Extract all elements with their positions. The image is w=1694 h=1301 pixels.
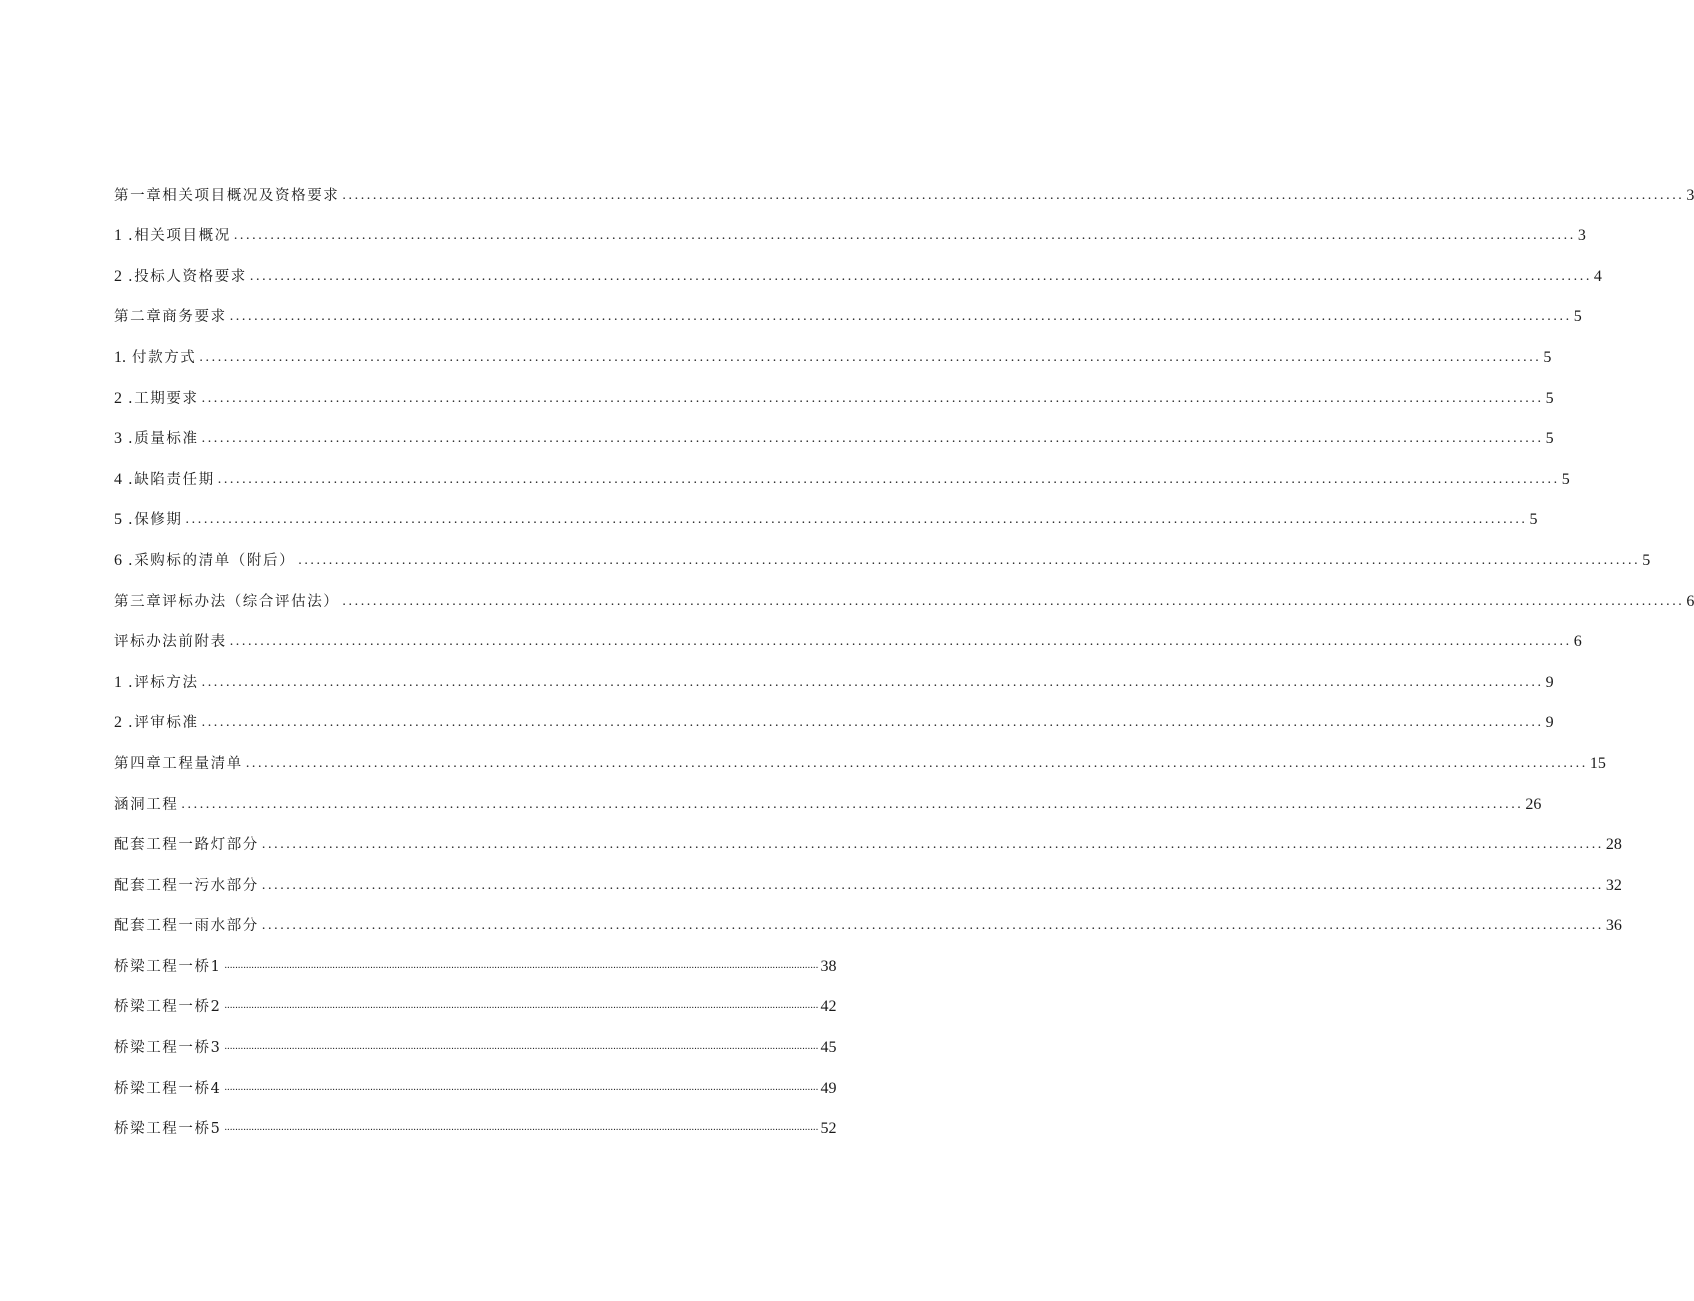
toc-page-number: 6 — [1573, 633, 1582, 651]
toc-dot-leader: ............................................................................................................................................................................................................................ — [224, 1081, 819, 1093]
toc-entry-label — [114, 834, 259, 862]
toc-entry-label — [114, 996, 221, 1024]
toc-dot-leader: ............................................................................................................................................................................................................................ — [342, 593, 1685, 609]
toc-entry-number: 3 — [114, 430, 122, 448]
toc-dot-leader: ............................................................................................................................................................................................................................ — [224, 959, 819, 971]
toc-entry[interactable] — [114, 619, 1582, 660]
toc-page-number: 3 — [1577, 227, 1586, 245]
toc-dot-leader: ............................................................................................................................................................................................................................ — [201, 390, 1544, 406]
toc-dot-leader: ............................................................................................................................................................................................................................ — [229, 309, 1572, 325]
toc-entry-title: 桥梁工程一桥5 — [114, 1121, 222, 1138]
toc-entry-label — [114, 1037, 221, 1065]
toc-entry-title: 付款方式 — [132, 349, 197, 366]
toc-entry-title: 桥梁工程一桥3 — [114, 1040, 222, 1057]
toc-page-number: 5 — [1642, 551, 1651, 569]
toc-page-number: 5 — [1543, 348, 1552, 366]
toc-dot-leader: ............................................................................................................................................................................................................................ — [261, 837, 1604, 853]
toc-page-number: 42 — [820, 998, 837, 1016]
toc-entry-title: 桥梁工程一桥1 — [114, 958, 222, 975]
toc-entry-number: 2 — [114, 267, 122, 285]
toc-entry-label — [114, 469, 215, 497]
toc-entry-title: 第二章商务要求 — [114, 309, 227, 326]
toc-entry[interactable] — [114, 700, 1554, 741]
toc-entry[interactable] — [114, 456, 1570, 497]
toc-dot-leader: ............................................................................................................................................................................................................................ — [229, 634, 1572, 650]
toc-entry-title: .相关项目概况 — [128, 228, 231, 245]
toc-entry-title: 评标办法前附表 — [114, 634, 227, 651]
toc-page-number: 5 — [1545, 430, 1554, 448]
toc-entry-label — [114, 306, 227, 334]
toc-page-number: 26 — [1525, 795, 1542, 813]
toc-entry[interactable] — [114, 578, 1694, 619]
toc-entry-title: 配套工程一雨水部分 — [114, 918, 259, 935]
toc-entry-title: .工期要求 — [128, 390, 199, 407]
toc-entry-title: 第一章相关项目概况及资格要求 — [114, 187, 340, 204]
toc-page-number: 45 — [820, 1039, 837, 1057]
toc-entry-number: 1 — [114, 673, 122, 691]
toc-dot-leader: ............................................................................................................................................................................................................................ — [185, 512, 1528, 528]
toc-entry[interactable] — [114, 253, 1602, 294]
toc-dot-leader: ............................................................................................................................................................................................................................ — [342, 187, 1685, 203]
toc-entry[interactable] — [114, 334, 1552, 375]
toc-entry-title: 桥梁工程一桥4 — [114, 1080, 222, 1097]
toc-page-number: 49 — [820, 1079, 837, 1097]
toc-entry-number: 2 — [114, 714, 122, 732]
toc-entry-number: 6 — [114, 551, 122, 569]
toc-dot-leader: ............................................................................................................................................................................................................................ — [201, 431, 1544, 447]
toc-dot-leader: ............................................................................................................................................................................................................................ — [261, 918, 1604, 934]
toc-entry-label — [114, 185, 339, 213]
toc-dot-leader: ............................................................................................................................................................................................................................ — [245, 755, 1588, 771]
toc-entry-label — [114, 631, 227, 659]
toc-entry-label — [114, 347, 196, 375]
toc-dot-leader: ............................................................................................................................................................................................................................ — [224, 1000, 819, 1012]
toc-entry-number: 1 — [114, 227, 122, 245]
toc-entry-title: .评审标准 — [128, 715, 199, 732]
toc-entry-title: .质量标准 — [128, 431, 199, 448]
toc-page-number: 52 — [820, 1120, 837, 1138]
toc-entry[interactable] — [114, 1065, 837, 1106]
toc-page-number: 5 — [1573, 308, 1582, 326]
toc-entry[interactable] — [114, 172, 1694, 213]
toc-page-number: 5 — [1545, 389, 1554, 407]
table-of-contents — [114, 172, 1694, 1146]
toc-entry-label — [114, 509, 183, 537]
toc-entry[interactable] — [114, 740, 1606, 781]
toc-entry[interactable] — [114, 659, 1554, 700]
toc-entry-label — [114, 915, 259, 943]
toc-entry-label — [114, 550, 295, 578]
toc-entry[interactable] — [114, 497, 1538, 538]
toc-entry[interactable] — [114, 294, 1582, 335]
toc-entry-label — [114, 225, 231, 253]
toc-dot-leader: ............................................................................................................................................................................................................................ — [233, 228, 1576, 244]
toc-entry-title: .评标方法 — [128, 674, 199, 691]
toc-entry-title: 配套工程一污水部分 — [114, 877, 259, 894]
toc-dot-leader: ............................................................................................................................................................................................................................ — [224, 1122, 819, 1134]
toc-entry[interactable] — [114, 1024, 837, 1065]
toc-entry-title: .保修期 — [128, 512, 183, 529]
toc-dot-leader: ............................................................................................................................................................................................................................ — [199, 349, 1542, 365]
toc-entry-title: .采购标的清单（附后） — [128, 552, 296, 569]
toc-entry-label — [114, 753, 243, 781]
toc-entry-title: 第三章评标办法（综合评估法） — [114, 593, 340, 610]
toc-entry-label — [114, 875, 259, 903]
toc-page-number: 38 — [820, 957, 837, 975]
toc-page-number: 5 — [1561, 470, 1570, 488]
toc-entry-number: 2 — [114, 389, 122, 407]
toc-page-number: 6 — [1686, 592, 1694, 610]
toc-entry-title: 桥梁工程一桥2 — [114, 999, 222, 1016]
toc-dot-leader: ............................................................................................................................................................................................................................ — [224, 1041, 819, 1053]
toc-dot-leader: ............................................................................................................................................................................................................................ — [261, 877, 1604, 893]
toc-page-number: 9 — [1545, 714, 1554, 732]
toc-dot-leader: ............................................................................................................................................................................................................................ — [298, 552, 1641, 568]
toc-page-number: 28 — [1605, 836, 1622, 854]
toc-entry-label — [114, 1118, 221, 1146]
toc-entry-number: 1. — [114, 348, 126, 366]
toc-entry-label — [114, 956, 221, 984]
toc-entry[interactable] — [114, 822, 1622, 863]
toc-entry-number: 5 — [114, 511, 122, 529]
toc-entry[interactable] — [114, 862, 1622, 903]
toc-page-number: 9 — [1545, 673, 1554, 691]
toc-page-number: 32 — [1605, 876, 1622, 894]
toc-dot-leader: ............................................................................................................................................................................................................................ — [201, 715, 1544, 731]
toc-page-number: 5 — [1529, 511, 1538, 529]
toc-entry-title: .缺陷责任期 — [128, 471, 215, 488]
toc-entry-label — [114, 672, 199, 700]
toc-entry[interactable] — [114, 943, 837, 984]
toc-entry-title: 第四章工程量清单 — [114, 755, 243, 772]
toc-dot-leader: ............................................................................................................................................................................................................................ — [249, 268, 1592, 284]
toc-entry[interactable] — [114, 213, 1586, 254]
toc-entry-label — [114, 712, 199, 740]
toc-dot-leader: ............................................................................................................................................................................................................................ — [201, 674, 1544, 690]
toc-entry-label — [114, 794, 178, 822]
toc-dot-leader: ............................................................................................................................................................................................................................ — [217, 471, 1560, 487]
toc-page-number: 36 — [1605, 917, 1622, 935]
toc-page-number: 15 — [1589, 754, 1606, 772]
toc-entry[interactable] — [114, 1106, 837, 1147]
toc-page-number: 4 — [1593, 267, 1602, 285]
toc-entry[interactable] — [114, 375, 1554, 416]
toc-entry[interactable] — [114, 416, 1554, 457]
toc-entry-title: 涵洞工程 — [114, 796, 179, 813]
toc-dot-leader: ............................................................................................................................................................................................................................ — [181, 796, 1524, 812]
toc-entry-label — [114, 428, 199, 456]
toc-entry[interactable] — [114, 537, 1651, 578]
toc-entry-label — [114, 266, 247, 294]
toc-entry[interactable] — [114, 781, 1542, 822]
toc-entry-label — [114, 388, 199, 416]
toc-entry-title: 配套工程一路灯部分 — [114, 837, 259, 854]
toc-entry[interactable] — [114, 984, 837, 1025]
toc-entry-label — [114, 1078, 221, 1106]
toc-page-number: 3 — [1686, 186, 1694, 204]
toc-entry[interactable] — [114, 903, 1622, 944]
toc-entry-label — [114, 591, 339, 619]
toc-entry-title: .投标人资格要求 — [128, 268, 247, 285]
toc-entry-number: 4 — [114, 470, 122, 488]
